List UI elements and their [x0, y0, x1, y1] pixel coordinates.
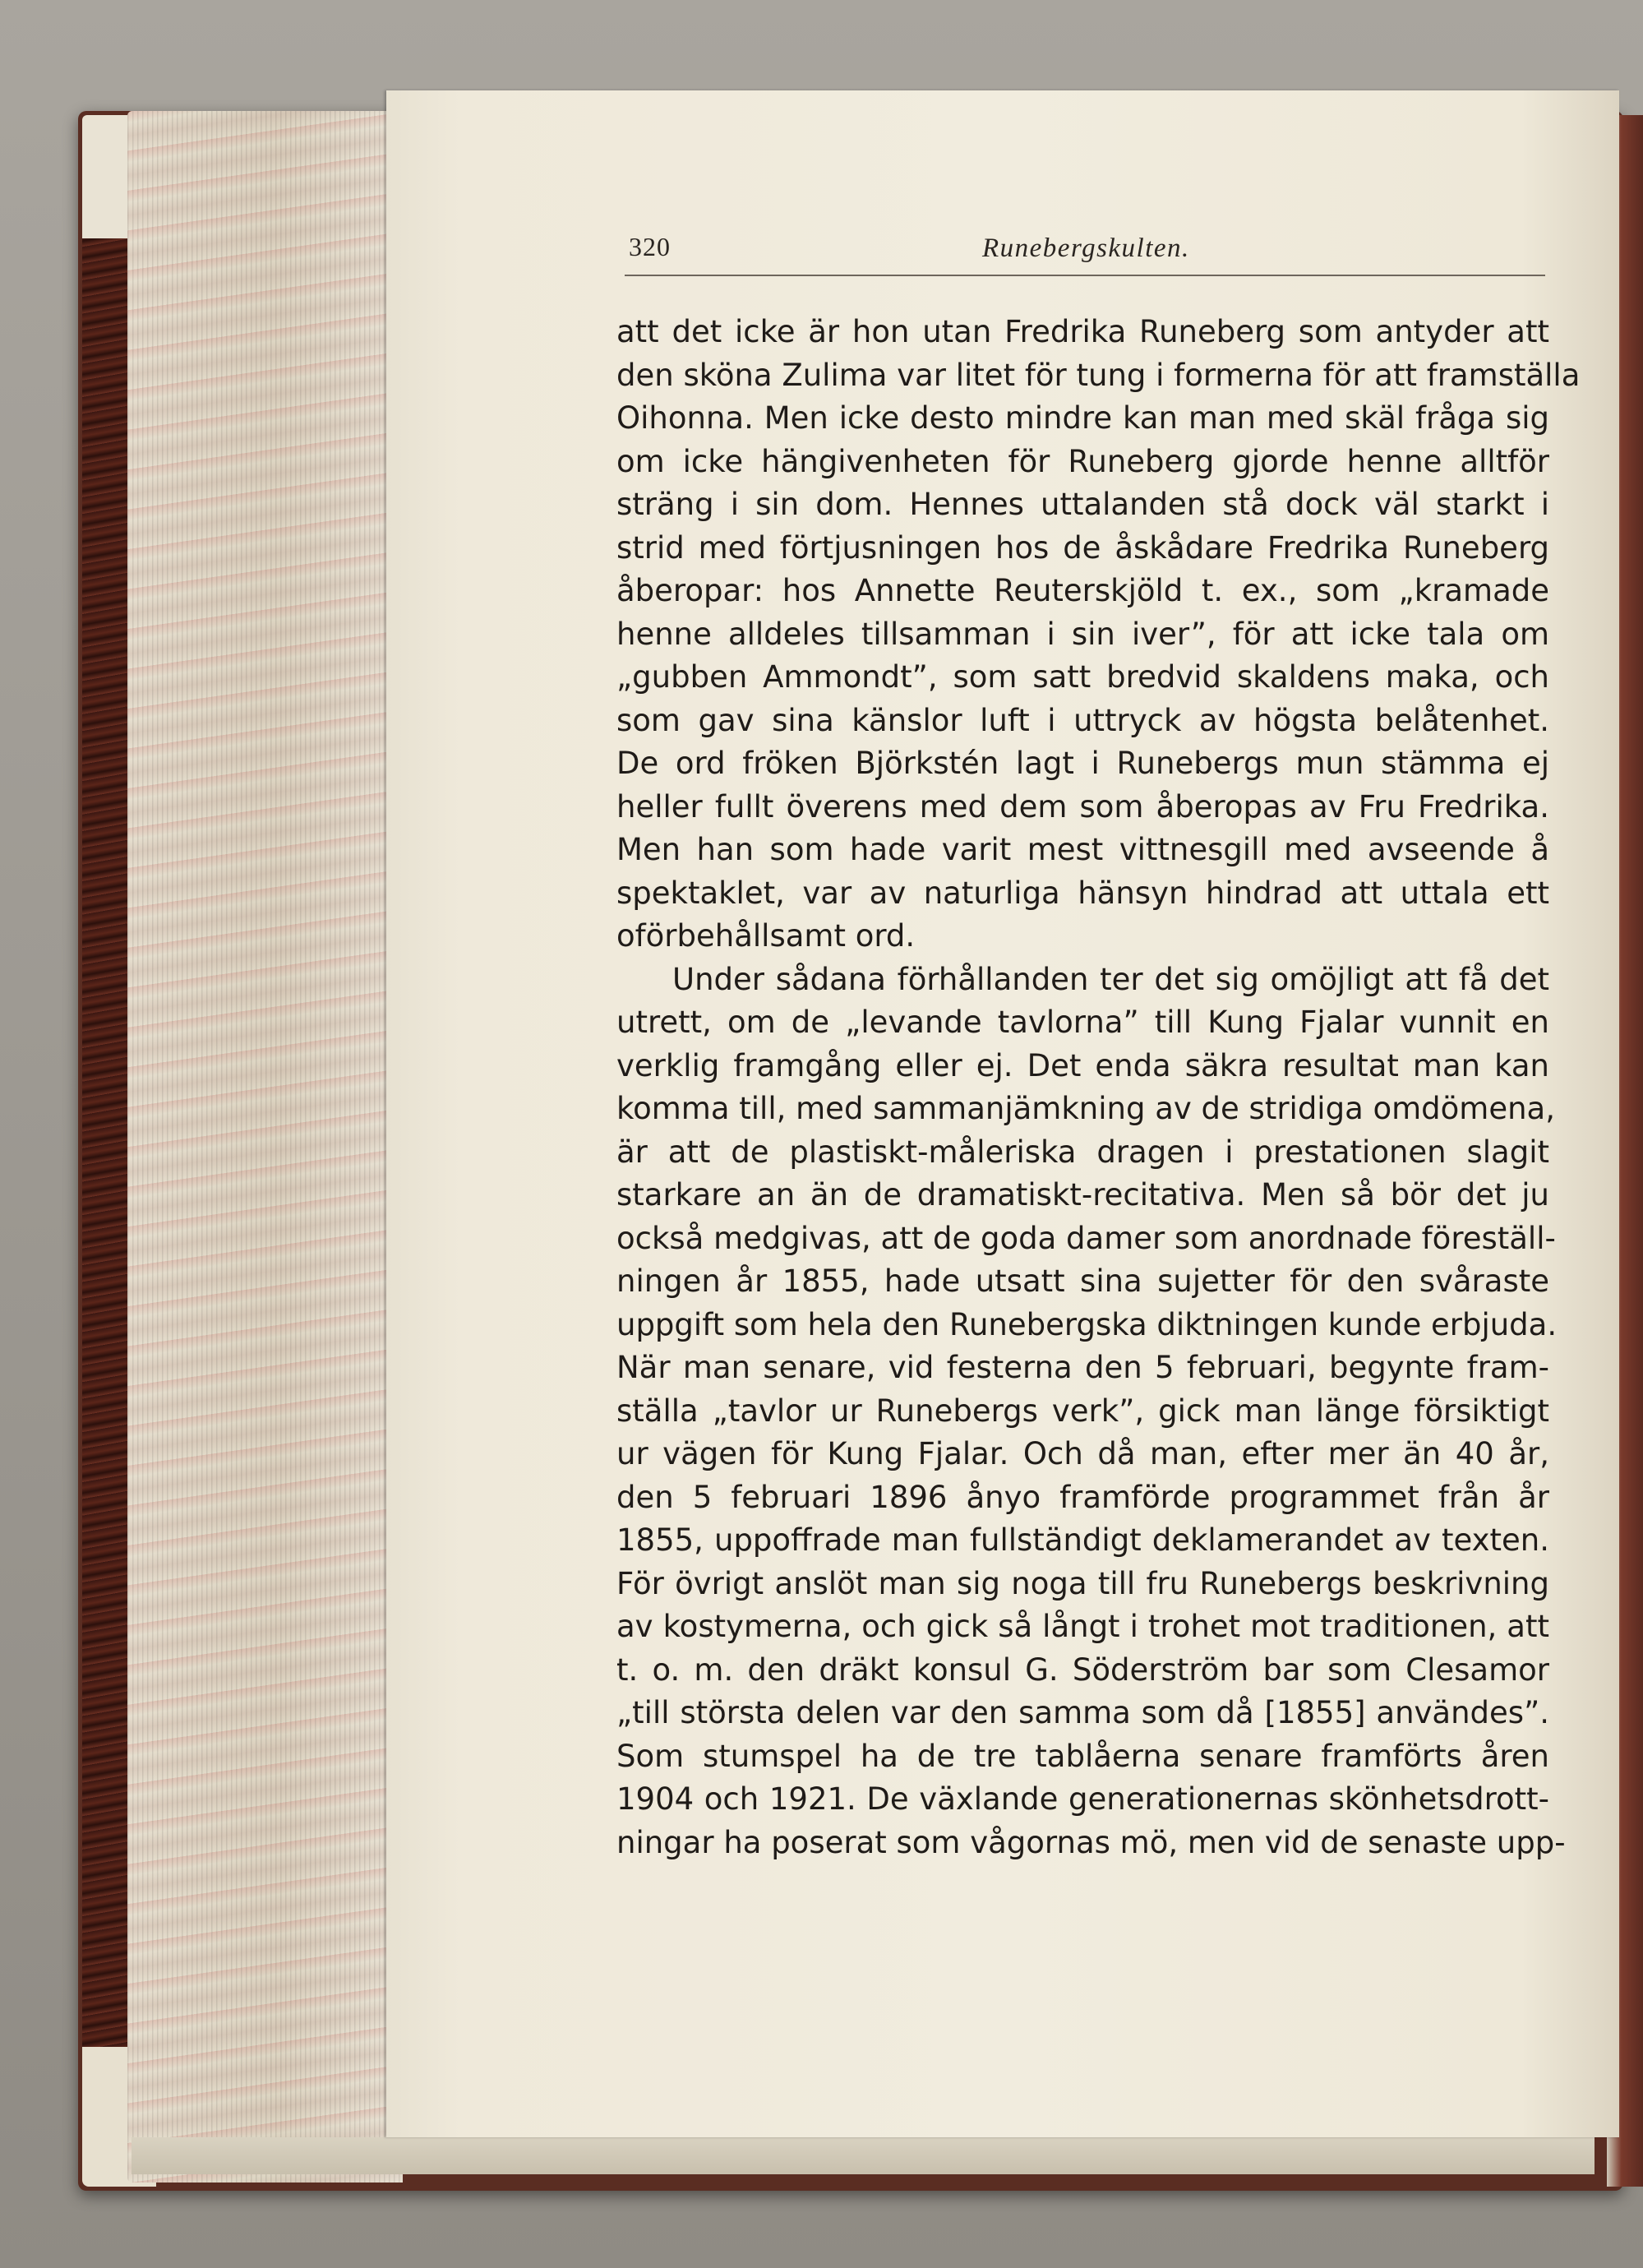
text-line: spektaklet, var av naturliga hänsyn hindrad att uttala ett	[616, 875, 1549, 911]
text-line: åberopar: hos Annette Reuterskjöld t. ex., som „kramade	[616, 573, 1549, 608]
text-line: 1904 och 1921. De växlande generationernas skönhetsdrott-	[616, 1781, 1549, 1817]
text-line: När man senare, vid festerna den 5 februari, begynte fram-	[616, 1350, 1549, 1385]
text-line: komma till, med sammanjämkning av de stridiga omdömena,	[616, 1091, 1555, 1126]
text-line: av kostymerna, och gick så långt i trohet mot traditionen, att	[616, 1609, 1549, 1644]
text-line: Som stumspel ha de tre tablåerna senare framförts åren	[616, 1738, 1549, 1774]
text-line: strid med förtjusningen hos de åskådare Fredrika Runeberg	[616, 529, 1549, 566]
text-line: oförbehållsamt ord.	[616, 918, 916, 954]
text-line: „gubben Ammondt”, som satt bredvid skaldens maka, och	[616, 659, 1549, 695]
text-line: sträng i sin dom. Hennes uttalanden stå dock väl starkt i	[616, 487, 1549, 522]
header-rule	[625, 275, 1545, 276]
page-block-bottom	[132, 2137, 1595, 2174]
text-line: att det icke är hon utan Fredrika Runeberg som antyder att	[616, 314, 1549, 349]
page-block-edges	[127, 111, 403, 2183]
text-line: Men han som hade varit mest vittnesgill med avseende å	[616, 832, 1549, 867]
text-line: den sköna Zulima var litet för tung i formerna för att framställa	[616, 357, 1581, 393]
text-line: utrett, om de „levande tavlorna” till Kung Fjalar vunnit en	[616, 1005, 1549, 1040]
text-line: henne alldeles tillsamman i sin iver”, för att icke tala om	[616, 616, 1549, 652]
text-line: uppgift som hela den Runebergska diktningen kunde erbjuda.	[616, 1306, 1558, 1342]
text-line: också medgivas, att de goda damer som anordnade föreställ-	[616, 1220, 1556, 1256]
text-line: om icke hängivenheten för Runeberg gjorde henne alltför	[616, 443, 1549, 479]
page-number: 320	[629, 232, 671, 261]
body-text	[616, 311, 1581, 1864]
text-line: 1855, uppoffrade man fullständigt deklamerandet av texten.	[616, 1522, 1549, 1558]
text-line: ställa „tavlor ur Runebergs verk”, gick man länge försiktigt	[616, 1393, 1549, 1429]
text-line: som gav sina känslor luft i uttryck av högsta belåtenhet.	[616, 702, 1549, 738]
text-line: starkare an än de dramatiskt-recitativa. Men så bör det ju	[616, 1177, 1549, 1213]
text-line: heller fullt överens med dem som åberopas av Fru Fredrika.	[616, 788, 1549, 825]
text-line: ur vägen för Kung Fjalar. Och då man, efter mer än 40 år,	[616, 1436, 1549, 1471]
text-line: De ord fröken Björkstén lagt i Runebergs mun stämma ej	[616, 746, 1549, 781]
text-line: verklig framgång eller ej. Det enda säkra resultat man kan	[616, 1047, 1549, 1083]
text-line: är att de plastiskt-måleriska dragen i prestationen slagit	[616, 1134, 1549, 1170]
text-line: ningar ha poserat som vågornas mö, men vid de senaste upp-	[616, 1824, 1566, 1860]
text-line: ningen år 1855, hade utsatt sina sujetter för den svåraste	[616, 1263, 1549, 1299]
running-head	[629, 232, 1544, 281]
text-line: den 5 februari 1896 ånyo framförde programmet från år	[616, 1479, 1549, 1515]
text-line: „till största delen var den samma som då [1855] användes”.	[616, 1695, 1549, 1730]
text-line: Under sådana förhållanden ter det sig omöjligt att få det	[672, 961, 1549, 997]
text-line: För övrigt anslöt man sig noga till fru Runebergs beskrivning	[616, 1565, 1549, 1601]
text-line: Oihonna. Men icke desto mindre kan man med skäl fråga sig	[616, 400, 1549, 436]
running-title: Runebergskulten.	[982, 233, 1190, 263]
text-line: t. o. m. den dräkt konsul G. Söderström bar som Clesamor	[616, 1651, 1549, 1688]
marbled-cover-edge	[82, 230, 127, 2063]
